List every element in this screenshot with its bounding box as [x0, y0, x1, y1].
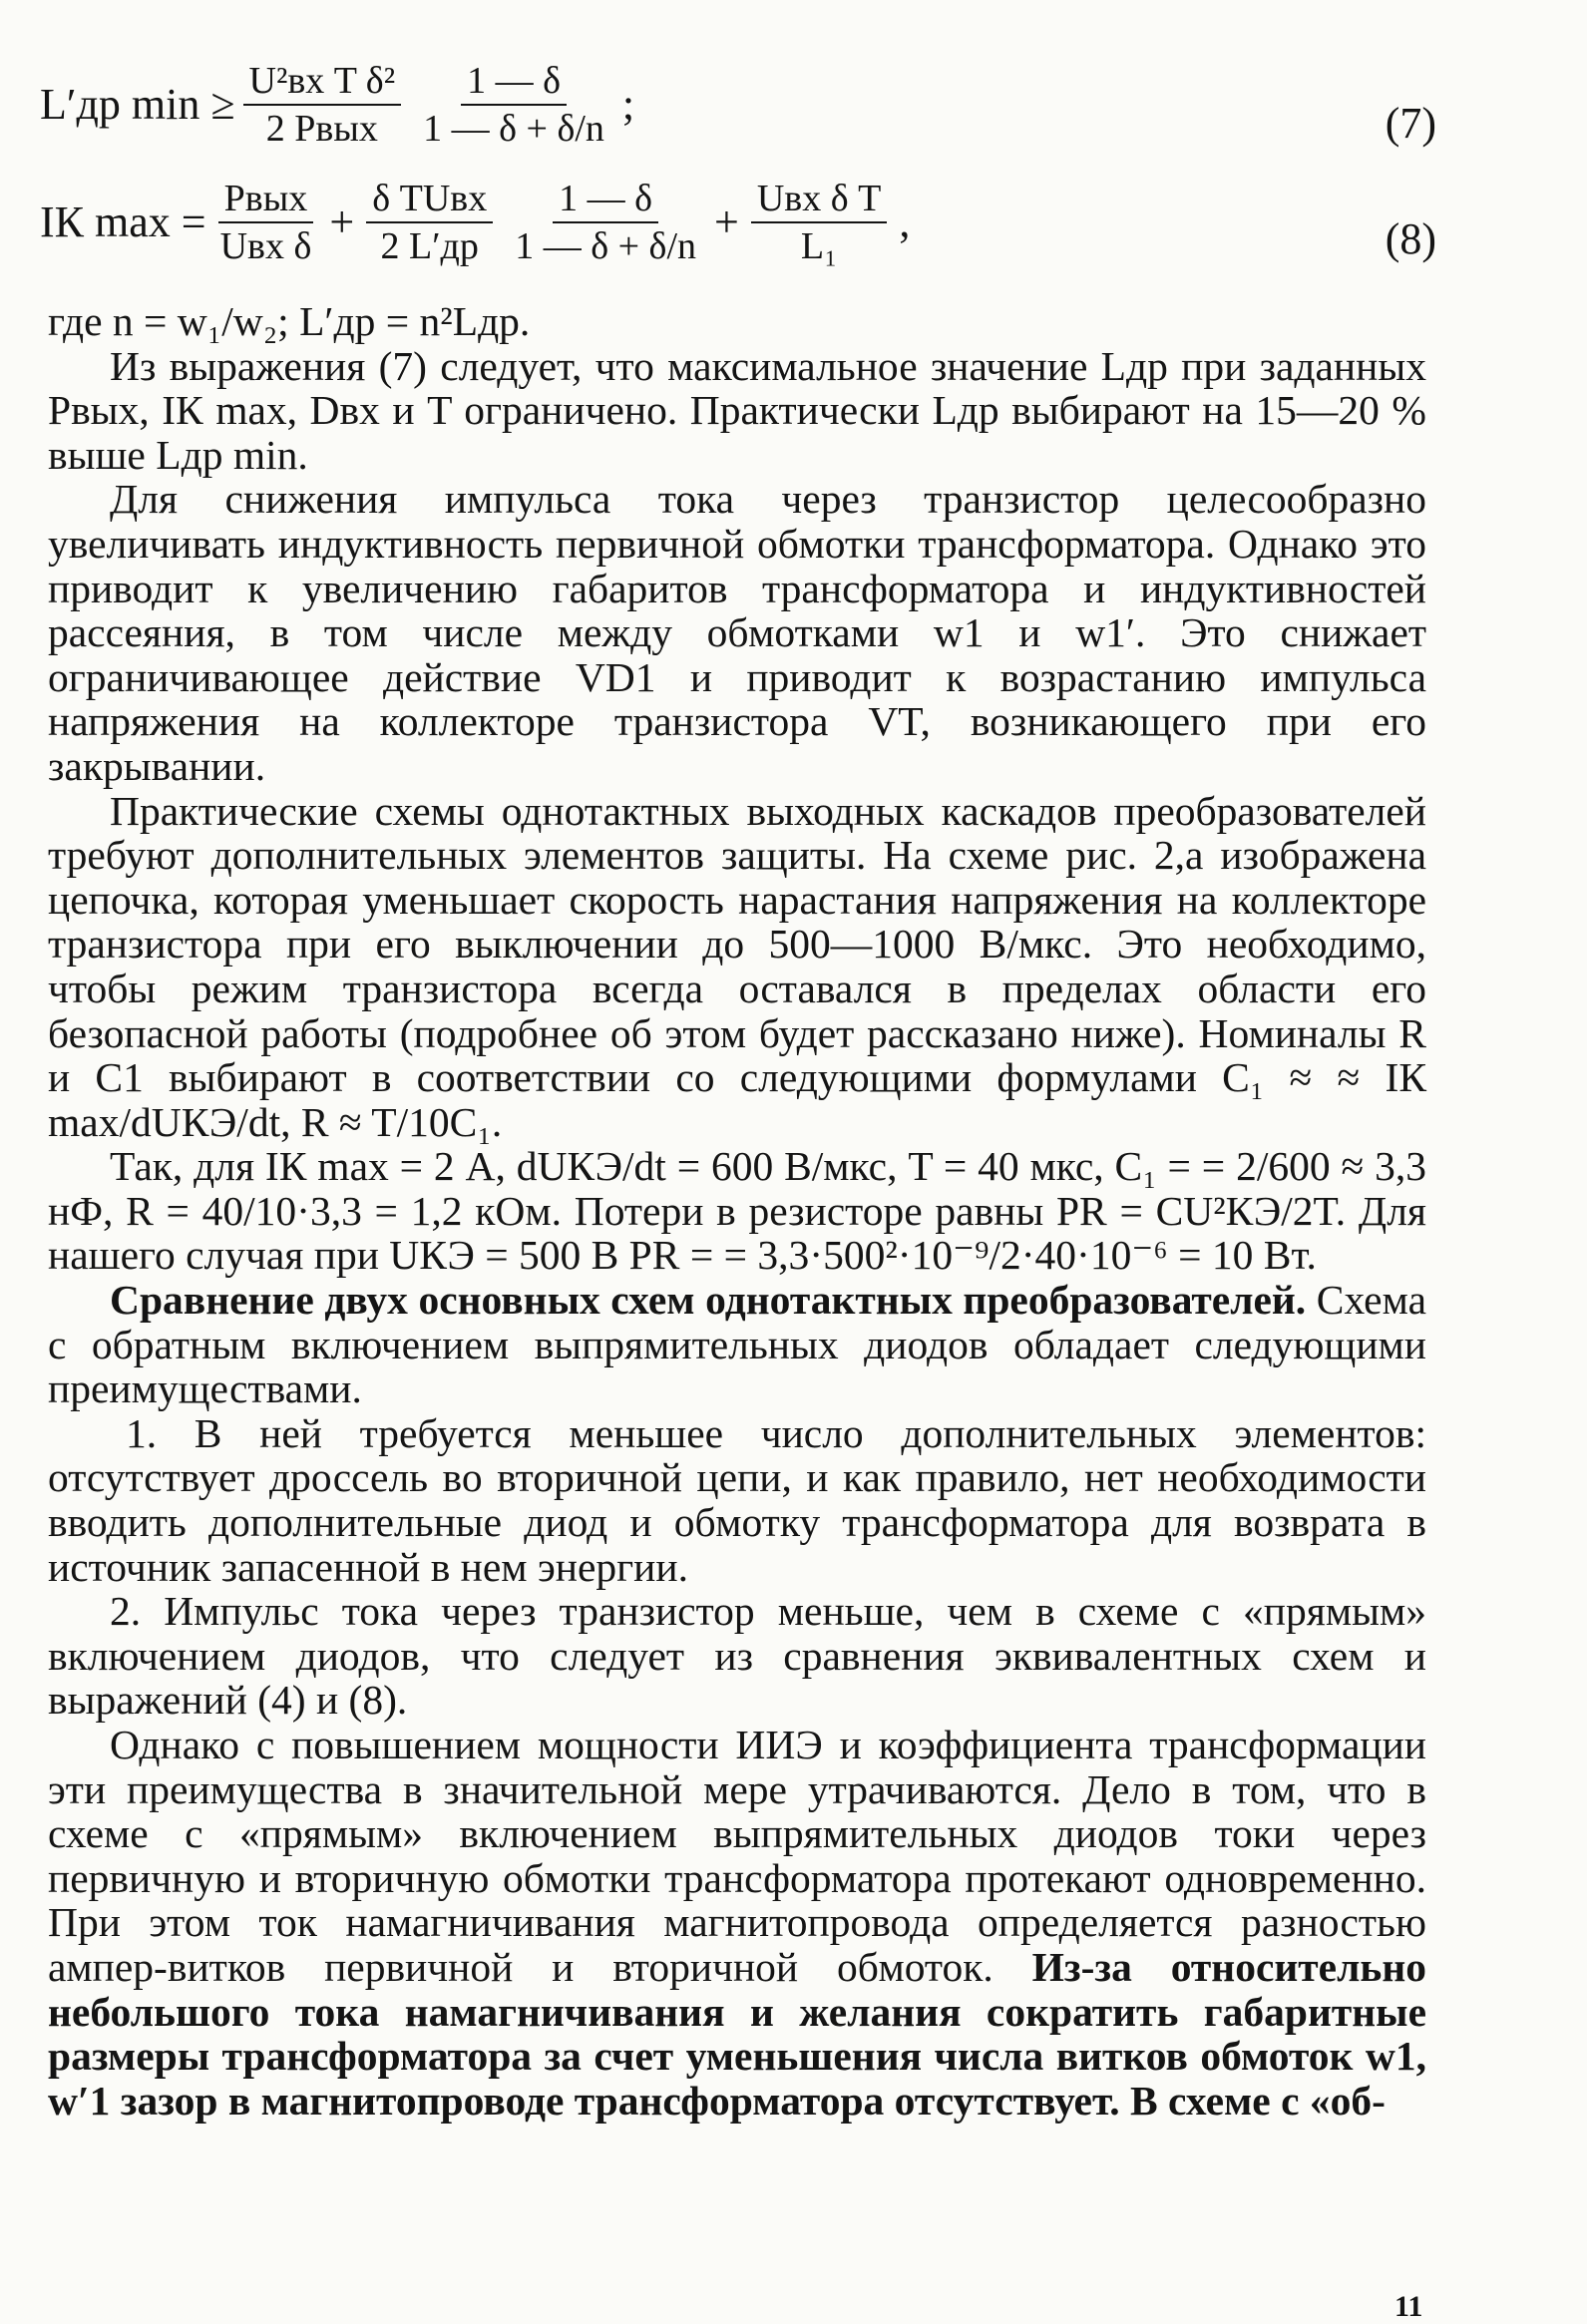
paragraph-text-bold: Из-за относительно небольшого тока намагничивания и желания сократить габаритные размеры трансформатора за счет уменьшения числа витков обмоток w1, w′1 зазор в магнитопроводе трансформатора отсутствует. В схеме с «об-: [48, 1943, 1426, 2124]
equation-8: [40, 180, 1436, 265]
eq8-lhs: IК max =: [40, 197, 206, 246]
eq8-frac3-denominator: 1 — δ + δ/n: [515, 225, 697, 267]
eq7-fraction-2: [417, 62, 610, 148]
eq7-frac2-denominator: 1 — δ + δ/n: [423, 108, 604, 150]
eq8-fraction-2: [366, 180, 493, 265]
eq8-plus-1: +: [329, 197, 355, 246]
paragraph: Практические схемы однотактных выходных каскадов преобразователей требуют дополнительных элементов защиты. На схеме рис. 2,а изображена цепочка, которая уменьшает скорость нарастания напряжения на коллекторе транзистора при его выключении до 500—1000 В/мкс. Это необходимо, чтобы режим транзистора всегда оставался в пределах области его безопасной работы (подробнее об этом будет рассказано ниже). Номиналы R и C1 выбирают в соответствии со следующими формулами C₁ ≈ ≈ IК max/dUКЭ/dt, R ≈ T/10C₁.: [48, 787, 1426, 1145]
list-item: 1. В ней требуется меньшее число дополнительных элементов: отсутствует дроссель во вторичной цепи, и как правило, нет необходимости вводить дополнительные диод и обмотку трансформатора для возврата в источник запасенной в нем энергии.: [48, 1409, 1426, 1590]
eq8-frac2-numerator: δ TUвх: [366, 180, 493, 223]
paragraph-definitions: где n = w₁/w₂; L′др = n²Lдр.: [48, 298, 531, 344]
eq7-frac2-numerator: 1 — δ: [461, 62, 567, 106]
eq8-number: (8): [1385, 214, 1436, 263]
eq7-fraction-1: [243, 62, 402, 148]
eq8-frac4-denominator: L₁: [800, 225, 838, 267]
eq8-fraction-3: [509, 180, 702, 265]
paragraph: [48, 1723, 1426, 2123]
paragraph: Из выражения (7) следует, что максимальное значение Lдр при заданных Pвых, IК max, Dвх и T ограничено. Практически Lдр выбирают на 15—20 % выше Lдр min.: [48, 342, 1426, 478]
eq7-number: (7): [1385, 99, 1436, 148]
page-number: 11: [1394, 2290, 1423, 2323]
section-lead-text: Схема с обратным включением выпрямительных диодов обладает следующими преимуществами.: [48, 1277, 1426, 1412]
eq8-plus-2: +: [714, 197, 739, 246]
eq7-lhs: L′др min ≥: [40, 80, 235, 129]
eq8-frac1-numerator: Pвых: [218, 180, 314, 223]
eq8-fraction-4: [751, 180, 888, 265]
eq8-frac4-numerator: Uвх δ T: [751, 180, 888, 223]
eq8-fraction-1: [214, 180, 318, 265]
list-item: 2. Импульс тока через транзистор меньше, чем в схеме с «прямым» включением диодов, что следует из сравнения эквивалентных схем и выражений (4) и (8).: [48, 1588, 1426, 1724]
eq7-frac1-denominator: 2 Pвых: [265, 108, 378, 150]
eq7-tail: ;: [621, 80, 635, 129]
eq8-frac1-denominator: Uвх δ: [219, 225, 312, 267]
eq7-frac1-numerator: U²вх T δ²: [243, 62, 402, 106]
eq8-frac2-denominator: 2 L′др: [380, 225, 479, 267]
eq8-frac3-numerator: 1 — δ: [553, 180, 658, 223]
body-text: [48, 299, 1426, 2123]
paragraph: Для снижения импульса тока через транзистор целесообразно увеличивать индуктивность первичной обмотки трансформатора. Однако это приводит к увеличению габаритов трансформатора и индуктивностей рассеяния, в том числе между обмотками w1 и w1′. Это снижает ограничивающее действие VD1 и приводит к возрастанию импульса напряжения на коллекторе транзистора VT, возникающего при его закрывании.: [48, 476, 1426, 789]
eq8-tail: ,: [899, 197, 911, 246]
equation-7: [40, 62, 1436, 148]
paragraph: Так, для IК max = 2 А, dUКЭ/dt = 600 В/мкс, T = 40 мкс, C₁ = = 2/600 ≈ 3,3 нФ, R = 40/10·3,3 = 1,2 кОм. Потери в резисторе равны PR = CU²КЭ/2T. Для нашего случая при UКЭ = 500 В PR = = 3,3·500²·10⁻⁹/2·40·10⁻⁶ = 10 Вт.: [48, 1143, 1426, 1279]
paragraph-section: [48, 1278, 1426, 1411]
section-heading: Сравнение двух основных схем однотактных преобразователей.: [110, 1277, 1307, 1324]
paragraph-text: Однако с повышением мощности ИИЭ и коэффициента трансформации эти преимущества в значительной мере утрачиваются. Дело в том, что в схеме с «прямым» включением выпрямительных диодов токи через первичную и вторичную обмотки трансформатора протекают одновременно. При этом ток намагничивания магнитопровода определяется разностью ампер-витков первичной и вторичной обмоток.: [48, 1722, 1426, 1990]
